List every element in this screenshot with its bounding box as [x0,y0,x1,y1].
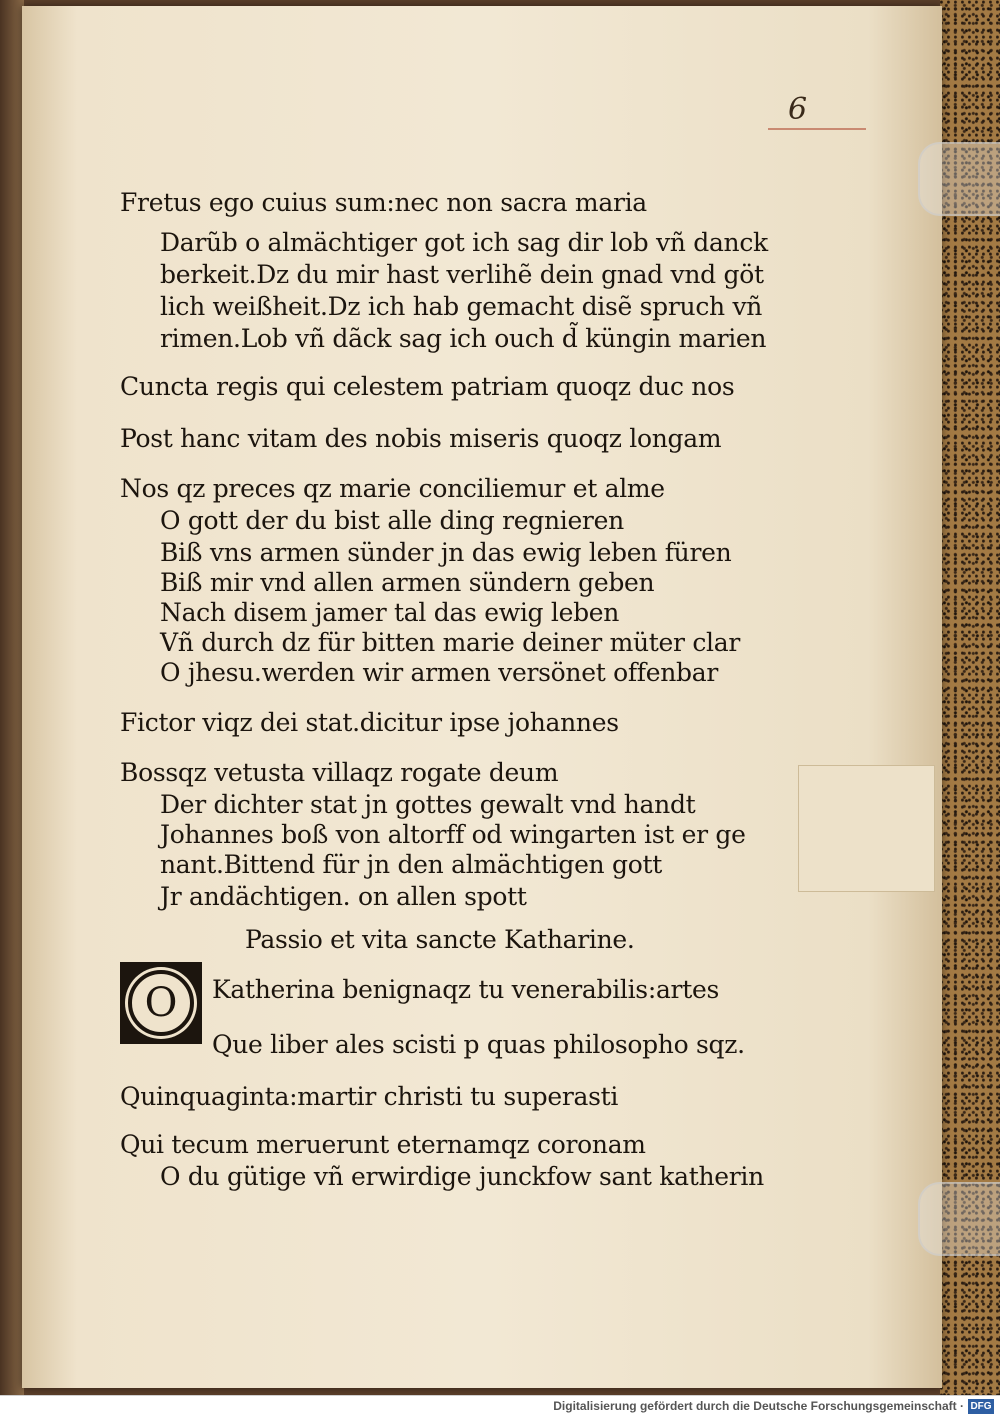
text-line: Vñ durch dz für bitten marie deiner müter clar [160,628,740,657]
footer-bar [0,1395,1000,1418]
text-line: Que liber ales scisti p quas philosopho sqz. [212,1030,745,1059]
text-line: Cuncta regis qui celestem patriam quoqz duc nos [120,372,735,401]
initial-letter: O [128,970,194,1036]
text-line: berkeit.Dz du mir hast verlihẽ dein gnad vnd göt [160,260,764,289]
folio-number: 6 [788,92,808,127]
text-line: Nach disem jamer tal das ewig leben [160,598,620,627]
decorated-initial [120,962,202,1044]
text-line: Der dichter stat jn gottes gewalt vnd handt [160,790,696,819]
text-line: Post hanc vitam des nobis miseris quoqz longam [120,424,722,453]
text-line: Fretus ego cuius sum:nec non sacra maria [120,188,647,217]
footer-credit: Digitalisierung gefördert durch die Deutsche Forschungsgemeinschaft · [553,1399,964,1413]
text-line: Jr andächtigen. on allen spott [160,882,527,911]
text-line: Katherina benignaqz tu venerabilis:artes [212,975,719,1004]
text-line: Darũb o almächtiger got ich sag dir lob vñ danck [160,228,768,257]
dfg-logo-icon[interactable]: DFG [968,1399,994,1414]
text-line: Biß vns armen sünder jn das ewig leben füren [160,538,732,567]
text-line: Qui tecum meruerunt eternamqz coronam [120,1130,646,1159]
text-line: Nos qz preces qz marie conciliemur et alme [120,474,665,503]
text-line: O du gütige vñ erwirdige junckfow sant katherin [160,1162,764,1191]
text-line: rimen.Lob vñ dãck sag ich ouch d̃ küngin marien [160,324,767,353]
text-line: O gott der du bist alle ding regnieren [160,506,624,535]
section-heading: Passio et vita sancte Katharine. [245,925,635,954]
text-line: O jhesu.werden wir armen versönet offenbar [160,658,719,687]
text-line: Fictor viqz dei stat.dicitur ipse johannes [120,708,619,737]
text-line: Johannes boß von altorff od wingarten ist er ge [160,820,746,849]
text-line: Biß mir vnd allen armen sündern geben [160,568,655,597]
text-line: nant.Bittend für jn den almächtigen gott [160,850,662,879]
text-line: lich weißheit.Dz ich hab gemacht disẽ spruch vñ [160,292,763,321]
text-line: Bossqz vetusta villaqz rogate deum [120,758,559,787]
text-line: Quinquaginta:martir christi tu superasti [120,1082,619,1111]
